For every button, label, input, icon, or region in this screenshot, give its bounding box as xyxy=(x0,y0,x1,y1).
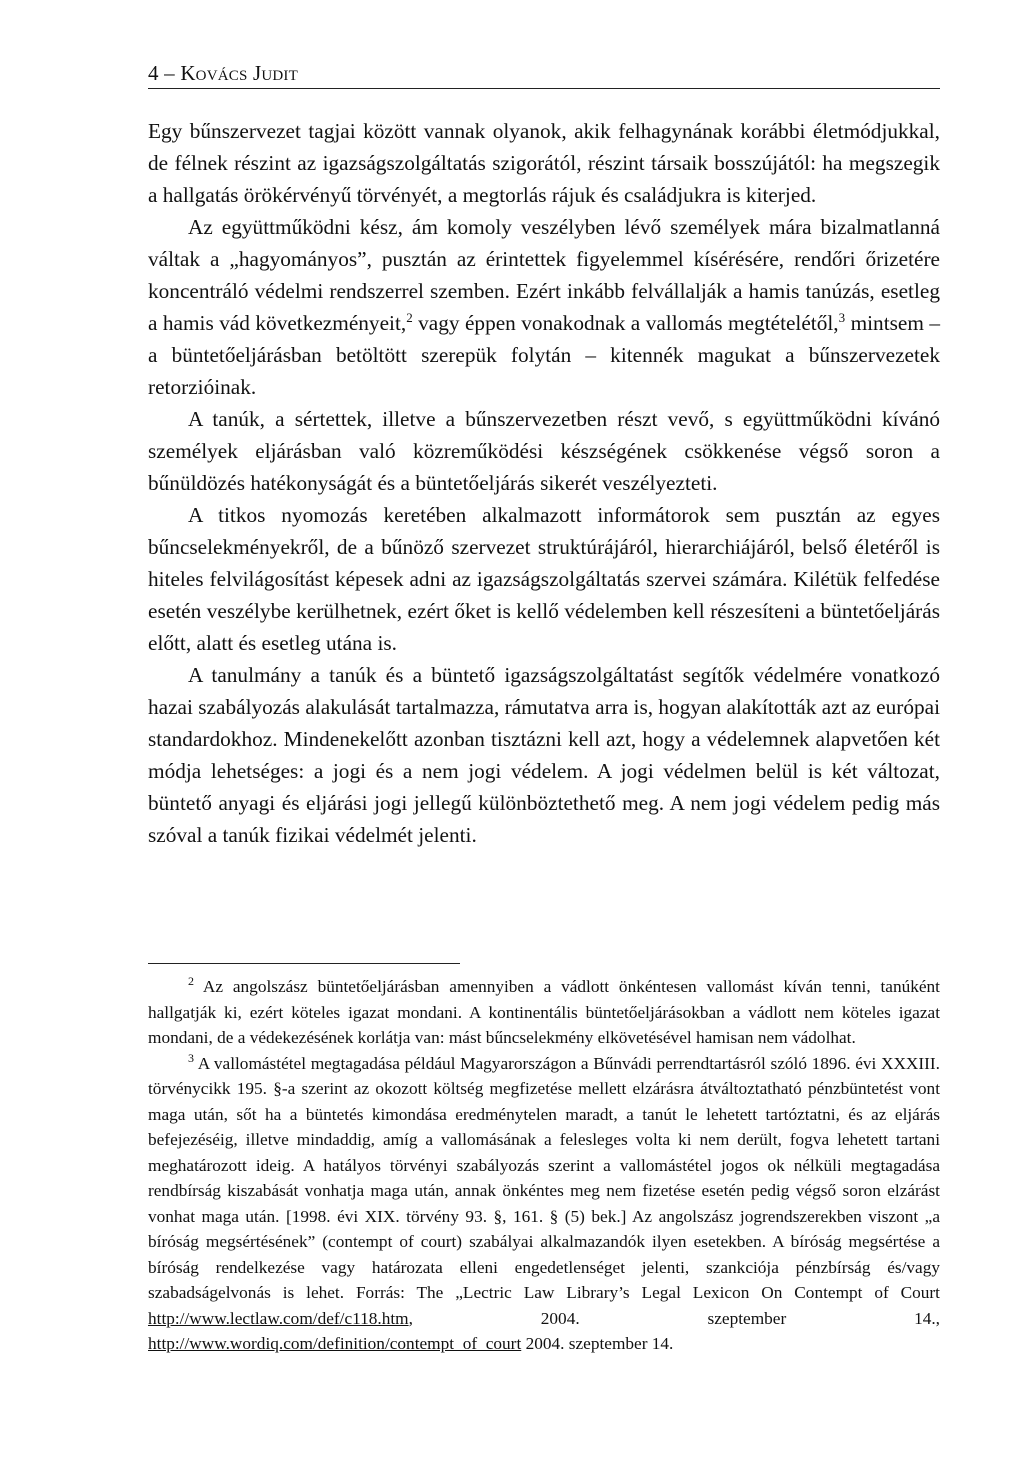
paragraph-5: A tanulmány a tanúk és a büntető igazságszolgáltatást segítők védelmére vonatkozó hazai szabályozás alakulását tartalmazza, rámutatva arra is, hogyan alakították azt az európai standardokhoz. Mindenekelőtt azonban tisztázni kell azt, hogy a védelemnek alapvetően két módja lehetséges: a jogi és a nem jogi védelem. A jogi védelmen belül is két változat, büntető anyagi és eljárási jogi jellegű különböztethető meg. A nem jogi védelem pedig más szóval a tanúk fizikai védelmét jelenti. xyxy=(148,663,940,847)
author-name: Kovács Judit xyxy=(180,61,298,85)
paragraph-2-part-3: mintsem – a büntetőeljárásban betöltött szerepük folytán – kitennék magukat a bűnszervezetek retorzióinak. xyxy=(148,311,941,399)
page-number: 4 xyxy=(148,61,159,85)
paragraph-1: Egy bűnszervezet tagjai között vannak olyanok, akik felhagynának korábbi életmódjukkal, de félnek részint az igazságszolgáltatás szigorától, részint társaik bosszújától: ha megszegik a hallgatás örökérvényű törvényét, a megtorlás rájuk és családjukra is kiterjed. xyxy=(148,119,940,207)
footnote-divider xyxy=(148,963,460,964)
paragraph-2 xyxy=(148,211,940,403)
footnote-ref-2[interactable]: 2 xyxy=(406,310,413,325)
wordiq-link[interactable]: http://www.wordiq.com/definition/contempt_of_court xyxy=(148,1334,522,1353)
footnote-3-text: A vallomástétel megtagadása például Magyarországon a Bűnvádi perrendtartásról szóló 1896. évi XXXIII. törvénycikk 195. §-a szerint az okozott költség megfizetése mellett elzárásra átváltoztatható pénzbüntetést vont maga után, sőt ha a büntetés kimondása eredménytelen maradt, a tanút le lehetett tartóztatni, és az eljárás befejezéséig, illetve mindaddig, amíg a vallomásának a felesleges volta ki nem derült, fogva lehetett tartani meghatározott ideig. A hatályos törvényi szabályozás szerint a vallomástétel jogos ok nélküli megtagadása rendbírság kiszabását vonhatja maga után, annak önkéntes meg nem fizetése esetén pedig végső soron elzárást vonhat maga után. [1998. évi XIX. törvény 93. §, 161. § (5) bek.] Az angolszász jogrendszerekben viszont „a bíróság megsértésének” (contempt of court) szabályai alkalmazandók ilyen esetekben. A bíróság megsértése a bíróság rendelkezése vagy határozata elleni engedetlenséget jelenti, szankciója pénzbírság és/vagy szabadságelvonás is lehet. Forrás: The „Lectric Law Library’s Legal Lexicon On Contempt of Court xyxy=(148,1053,940,1302)
footnote-3 xyxy=(148,1051,940,1357)
footnote-3-marker: 3 xyxy=(188,1050,194,1065)
footnote-ref-3[interactable]: 3 xyxy=(838,310,846,325)
footnote-2-marker: 2 xyxy=(188,974,194,988)
document-page xyxy=(148,60,940,1357)
footnote-2 xyxy=(148,974,940,1051)
paragraph-4: A titkos nyomozás keretében alkalmazott informátorok sem pusztán az egyes bűncselekményekről, de a bűnöző szervezet struktúrájáról, hierarchiájáról, belső életéről is hiteles felvilágosítást képesek adni az igazságszolgáltatás szervei számára. Kilétük felfedése esetén veszélybe kerülhetnek, ezért őket is kellő védelemben kell részesíteni a büntetőeljárás előtt, alatt és esetleg utána is. xyxy=(148,503,940,655)
running-header xyxy=(148,60,940,89)
footnotes xyxy=(148,974,940,1357)
footnote-2-text: Az angolszász büntetőeljárásban amennyiben a vádlott önkéntesen vallomást kíván tenni, tanúként hallgatják ki, ezért köteles igazat mondani. A kontinentális büntetőeljárásokban a vádlott nem köteles igazat mondani, de a védekezésének korlátja van: mást bűncselekmény elkövetésével hamisan nem vádolhat. xyxy=(148,977,940,1047)
footnote-3-date-2: 2004. szeptember 14. xyxy=(521,1334,674,1353)
footnote-3-date-1: , 2004. szeptember 14., xyxy=(408,1308,940,1328)
lectlaw-link[interactable]: http://www.lectlaw.com/def/c118.htm xyxy=(148,1308,409,1328)
paragraph-3: A tanúk, a sértettek, illetve a bűnszervezetben részt vevő, s együttműködni kívánó személyek eljárásban való közreműködési készségének csökkenése végső soron a bűnüldözés hatékonyságát és a büntetőeljárás sikerét veszélyezteti. xyxy=(148,407,940,495)
paragraph-2-part-1: Az együttműködni kész, ám komoly veszélyben lévő személyek mára bizalmatlanná váltak a „hagyományos”, pusztán az érintettek figyelemmel kísérésére, rendőri őrizetére koncentráló védelmi rendszerrel szemben. Ezért inkább felvállalják a hamis tanúzás, esetleg a hamis vád következményeit, xyxy=(148,215,940,335)
body-text xyxy=(148,115,940,851)
paragraph-2-part-2: vagy éppen vonakodnak a vallomás megtételétől, xyxy=(412,311,839,335)
header-separator: – xyxy=(158,61,181,85)
